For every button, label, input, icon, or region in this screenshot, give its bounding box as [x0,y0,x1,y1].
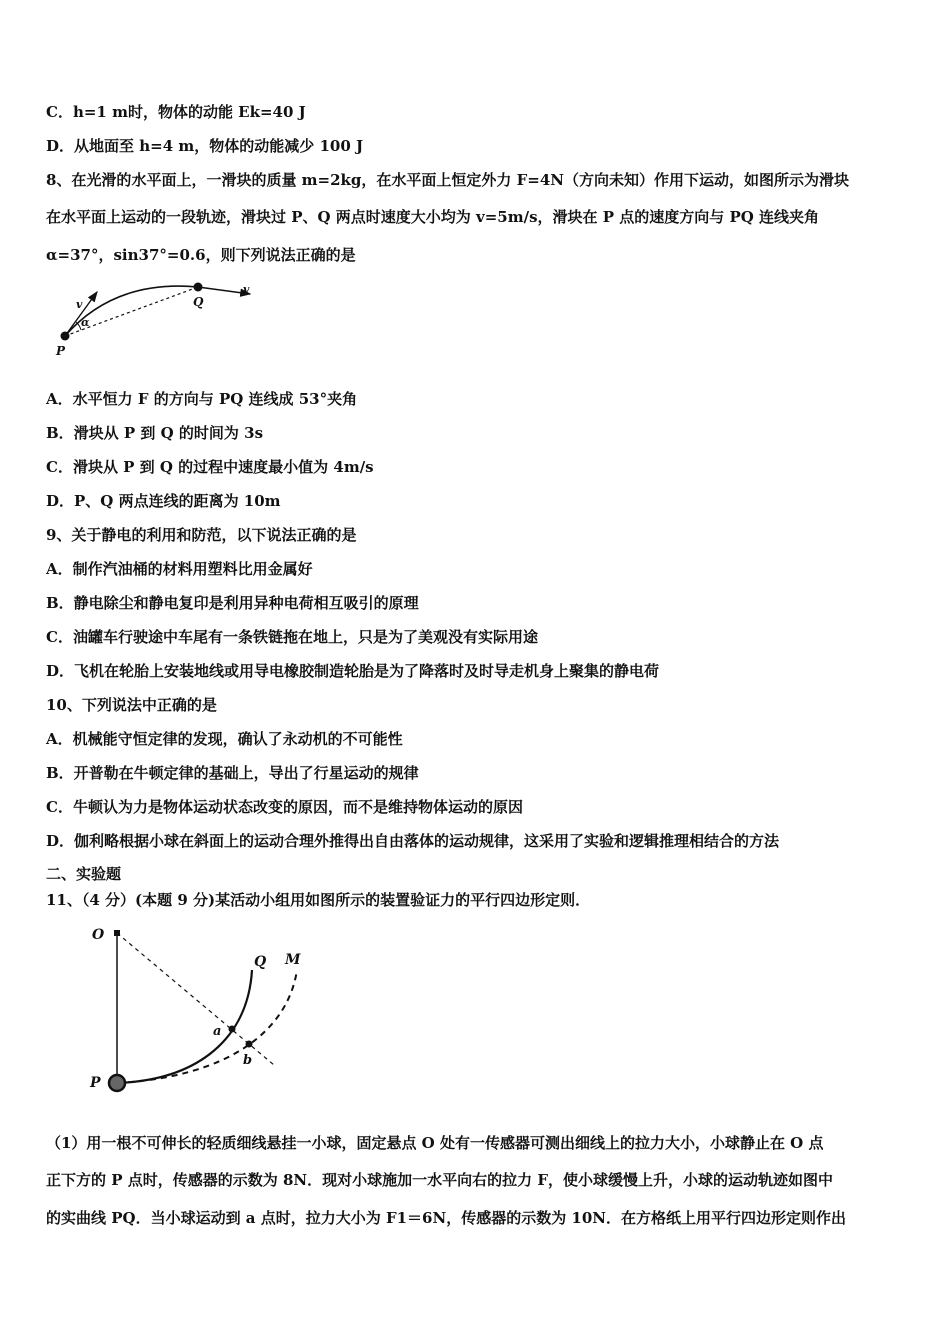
point-p [61,332,70,341]
q11-part1-line-1: （1）用一根不可伸长的轻质细线悬挂一小球，固定悬点 O 处有一传感器可测出细线上的拉力大小，小球静止在 O 点 [46,1134,824,1152]
label-v-left: v [76,298,83,311]
q9-option-c: C．油罐车行驶途中车尾有一条铁链拖在地上，只是为了美观没有实际用途 [46,628,538,646]
q8-option-c: C．滑块从 P 到 Q 的过程中速度最小值为 4m/s [46,458,374,476]
ball-p [109,1075,125,1091]
trajectory-figure [50,278,270,363]
q8-stem-line-3: α=37°，sin37°=0.6，则下列说法正确的是 [46,246,356,264]
q11-part1-line-3: 的实曲线 PQ．当小球运动到 a 点时，拉力大小为 F1＝6N，传感器的示数为 10N．在方格纸上用平行四边形定则作出 [46,1209,846,1227]
q8-option-a: A．水平恒力 F 的方向与 PQ 连线成 53°夹角 [46,390,358,408]
q10-option-c: C．牛顿认为力是物体运动状态改变的原因，而不是维持物体运动的原因 [46,798,523,816]
point-q [194,283,203,292]
q10-stem: 10、下列说法中正确的是 [46,696,217,714]
q7-option-c: C．h=1 m时，物体的动能 Ek=40 J [46,103,306,121]
q7-option-d: D．从地面至 h=4 m，物体的动能减少 100 J [46,137,364,155]
q9-option-a: A．制作汽油桶的材料用塑料比用金属好 [46,560,313,578]
q10-option-a: A．机械能守恒定律的发现，确认了永动机的不可能性 [46,730,403,748]
label-alpha: α [81,316,90,329]
q8-stem-line-2: 在水平面上运动的一段轨迹，滑块过 P、Q 两点时速度大小均为 v=5m/s，滑块在 P 点的速度方向与 PQ 连线夹角 [46,208,820,226]
q11-part1-line-2: 正下方的 P 点时，传感器的示数为 8N．现对小球施加一水平向右的拉力 F，使小球缓慢上升，小球的运动轨迹如图中 [46,1171,833,1189]
q8-option-b: B．滑块从 P 到 Q 的时间为 3s [46,424,264,442]
label-q: Q [193,295,204,309]
dashed-curve-pm [117,970,297,1083]
label-o: O [92,927,105,943]
point-b [246,1041,253,1048]
point-a [229,1026,236,1033]
label-m: M [285,952,301,968]
q11-stem: 11、（4 分）(本题 9 分)某活动小组用如图所示的装置验证力的平行四边形定则． [46,891,591,909]
label-p: P [56,344,66,358]
q9-option-d: D．飞机在轮胎上安装地线或用导电橡胶制造轮胎是为了降落时及时导走机身上聚集的静电荷 [46,662,660,680]
q8-stem-line-1: 8、在光滑的水平面上，一滑块的质量 m=2kg，在水平面上恒定外力 F=4N（方向未知）作用下运动，如图所示为滑块 [46,171,850,189]
q10-option-b: B．开普勒在牛顿定律的基础上，导出了行星运动的规律 [46,764,419,782]
q8-option-d: D．P、Q 两点连线的距离为 10m [46,492,281,510]
q9-option-b: B．静电除尘和静电复印是利用异种电荷相互吸引的原理 [46,594,419,612]
q9-stem: 9、关于静电的利用和防范，以下说法正确的是 [46,526,357,544]
pendulum-figure [80,922,320,1097]
label-p: P [90,1075,101,1091]
section-heading: 二、实验题 [46,865,122,883]
label-a: a [213,1024,222,1039]
q10-option-d: D．伽利略根据小球在斜面上的运动合理外推得出自由落体的运动规律，这采用了实验和逻辑推理相结合的方法 [46,832,780,850]
label-v-right: v [243,283,250,296]
label-q: Q [254,954,267,970]
label-b: b [243,1053,253,1068]
